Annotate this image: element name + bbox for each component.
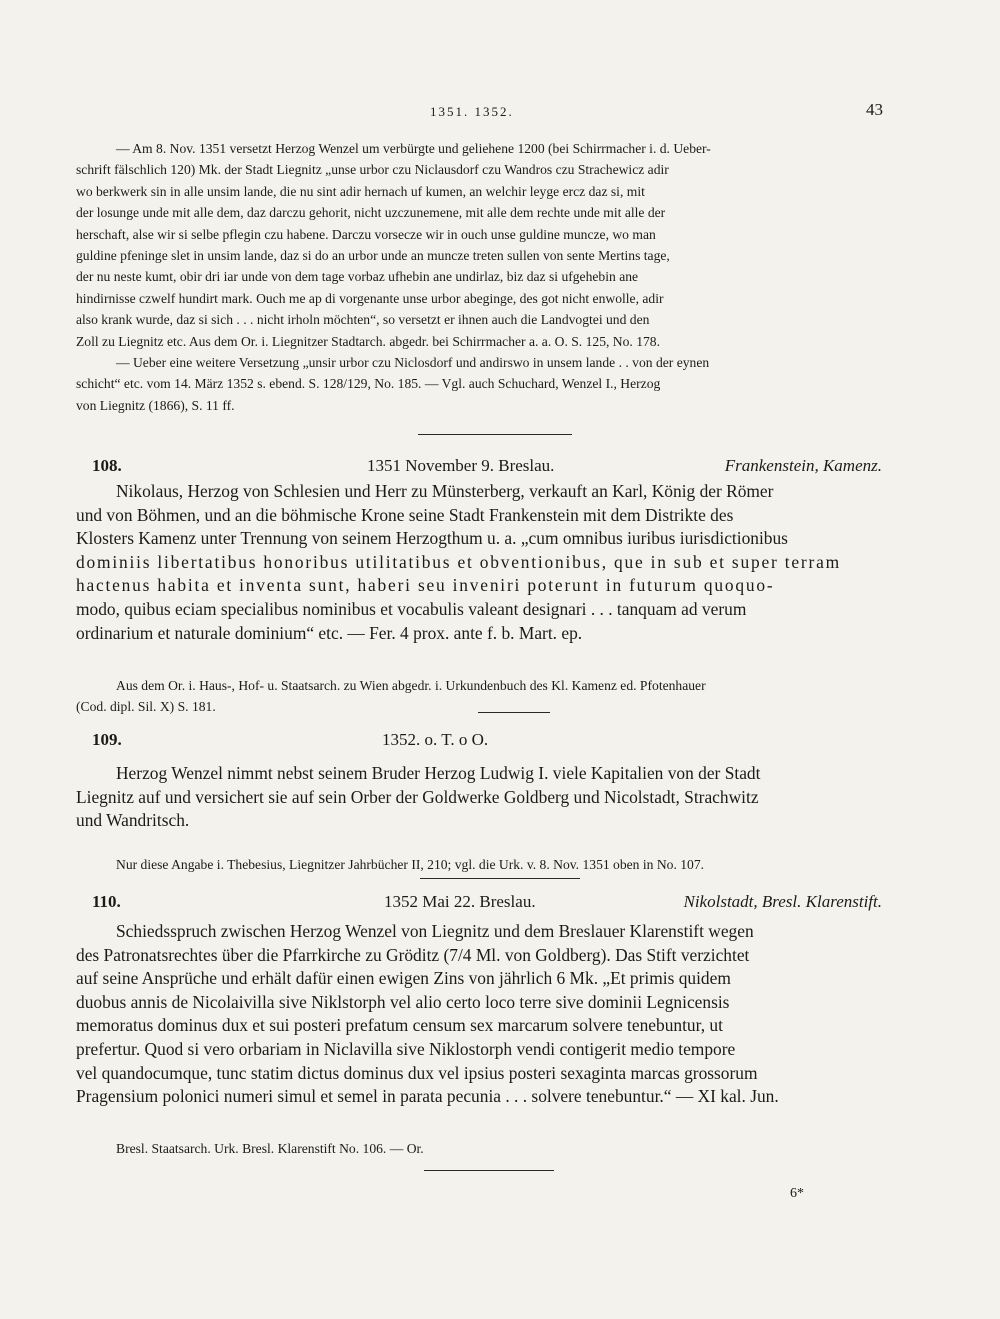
body-line: Schiedsspruch zwischen Herzog Wenzel von Liegnitz und dem Breslauer Klarenstift wegen [116,921,754,941]
entry-108-heading [92,456,882,482]
entry-place: Frankenstein, Kamenz. [724,456,882,475]
body-line: Pragensium polonici numeri simul et semel in parata pecunia . . . solvere tenebuntur.“ — XI kal. Jun. [76,1086,779,1107]
entry-date: 1352 Mai 22. Breslau. [384,892,536,911]
source-line: Aus dem Or. i. Haus-, Hof- u. Staatsarch. zu Wien abgedr. i. Urkundenbuch des Kl. Kamenz ed. Pfotenhauer [116,678,706,693]
signature-mark: 6* [790,1186,804,1201]
body-line: Herzog Wenzel nimmt nebst seinem Bruder Herzog Ludwig I. viele Kapitalien von der Stadt [116,763,761,783]
body-line: und von Böhmen, und an die böhmische Krone seine Stadt Frankenstein mit dem Distrikte des [76,504,734,525]
note-107-line: von Liegnitz (1866), S. 11 ff. [76,397,235,413]
source-line: Nur diese Angabe i. Thebesius, Liegnitzer Jahrbücher II, 210; vgl. die Urk. v. 8. Nov. 1351 oben in No. 107. [116,857,705,872]
note-107-line: wo berkwerk sin in alle unsim lande, die nu sint adir hernach uf kumen, an welchir leyge ercz daz si, mit [76,183,645,199]
body-line: auf seine Ansprüche und erhält dafür einen ewigen Zins von jährlich 6 Mk. „Et primis quidem [76,968,731,989]
note-107-line: guldine pfeninge slet in unsim lande, daz si do an urbor unde an muncze treten sullen von sente Mertins tage, [76,248,670,264]
body-line: ordinarium et naturale dominium“ etc. — Fer. 4 prox. ante f. b. Mart. ep. [76,622,583,643]
body-line: hactenus habita et inventa sunt, haberi seu inveniri poterunt in futurum quoquo- [76,575,775,596]
separator-rule [418,434,572,435]
entry-date: 1351 November 9. Breslau. [367,456,555,475]
body-line: modo, quibus eciam specialibus nominibus et vocabulis valeant designari . . . tanquam ad verum [76,598,747,619]
entry-109-heading [92,730,882,756]
note-107-line: also krank wurde, daz si sich . . . nicht irholn möchten“, so versetzt er ihnen auch die Landvogtei und den [76,312,650,328]
body-line: dominiis libertatibus honoribus utilitatibus et obventionibus, que in sub et super terram [76,551,841,572]
source-line: (Cod. dipl. Sil. X) S. 181. [76,699,216,715]
note-107-line: Zoll zu Liegnitz etc. Aus dem Or. i. Liegnitzer Stadtarch. abgedr. bei Schirrmacher a. a. O. S. 125, No. 178. [76,333,660,349]
entry-number: 110. [92,892,121,911]
note-107-line: der losunge unde mit alle dem, daz darczu gehorit, nicht uzczunemene, mit alle dem rechte unde mit alle der [76,205,666,221]
entry-108-body [76,480,886,645]
entry-109-source [76,854,886,875]
separator-rule [420,878,580,879]
entry-place: Nikolstadt, Bresl. Klarenstift. [683,892,882,911]
entry-date: 1352. o. T. o O. [382,730,489,749]
entry-number: 108. [92,456,122,475]
note-107 [76,138,886,416]
note-107-line: der nu neste kumt, obir dri iar unde von dem tage vorbaz ufhebin ane undirlaz, biz daz si ufgehebin ane [76,269,639,285]
body-line: Liegnitz auf und versichert sie auf sein Orber der Goldwerke Goldberg und Nicolstadt, Strachwitz [76,786,759,807]
body-line: und Wandritsch. [76,810,190,831]
note-107-line: — Am 8. Nov. 1351 versetzt Herzog Wenzel um verbürgte und geliehene 1200 (bei Schirrmacher i. d. Ueber- [116,141,711,156]
entry-110-source [76,1138,886,1159]
entry-110-heading [92,892,882,918]
page-header [0,100,1000,128]
separator-rule [424,1170,554,1171]
page-number: 43 [866,100,883,119]
entry-number: 109. [92,730,122,749]
note-107-line: herschaft, alse wir si selbe pflegin czu habene. Darczu vorsecze wir in ouch unse guldine muncze, wo man [76,226,656,242]
separator-rule [478,712,550,713]
body-line: vel quandocumque, tunc statim dictus dominus dux vel ipsius posteri sexaginta marcas grossorum [76,1062,758,1083]
body-line: Nikolaus, Herzog von Schlesien und Herr zu Münsterberg, verkauft an Karl, König der Römer [116,481,774,501]
body-line: prefertur. Quod si vero orbariam in Niclavilla sive Niklostorph vendi contigerit medio tempore [76,1038,736,1059]
running-head: 1351. 1352. [430,104,514,119]
source-line: Bresl. Staatsarch. Urk. Bresl. Klarenstift No. 106. — Or. [116,1141,424,1156]
note-107-line: schicht“ etc. vom 14. März 1352 s. ebend. S. 128/129, No. 185. — Vgl. auch Schuchard, Wenzel I., Herzog [76,376,661,392]
entry-109-body [76,762,886,833]
body-line: duobus annis de Nicolaivilla sive Niklstorph vel alio certo loco terre sive dominii Legnicensis [76,991,730,1012]
body-line: Klosters Kamenz unter Trennung von seinem Herzogthum u. a. „cum omnibus iuribus iurisdictionibus [76,528,788,549]
note-107-line: schrift fälschlich 120) Mk. der Stadt Liegnitz „unse urbor czu Niclausdorf czu Wandros czu Strachewicz adir [76,162,669,178]
body-line: memoratus dominus dux et sui posteri prefatum censum sex marcarum solvere tenebuntur, ut [76,1015,723,1036]
note-107-line: — Ueber eine weitere Versetzung „unsir urbor czu Niclosdorf und andirswo in unsem lande . . von der eynen [116,355,710,371]
body-line: des Patronatsrechtes über die Pfarrkirche zu Gröditz (7/4 Ml. von Goldberg). Das Stift verzichtet [76,944,750,965]
entry-110-body [76,920,886,1109]
note-107-line: hindirnisse czwelf hundirt mark. Ouch me ap di vorgenante unse urbor abeginge, des got nicht enwolle, adir [76,290,664,306]
